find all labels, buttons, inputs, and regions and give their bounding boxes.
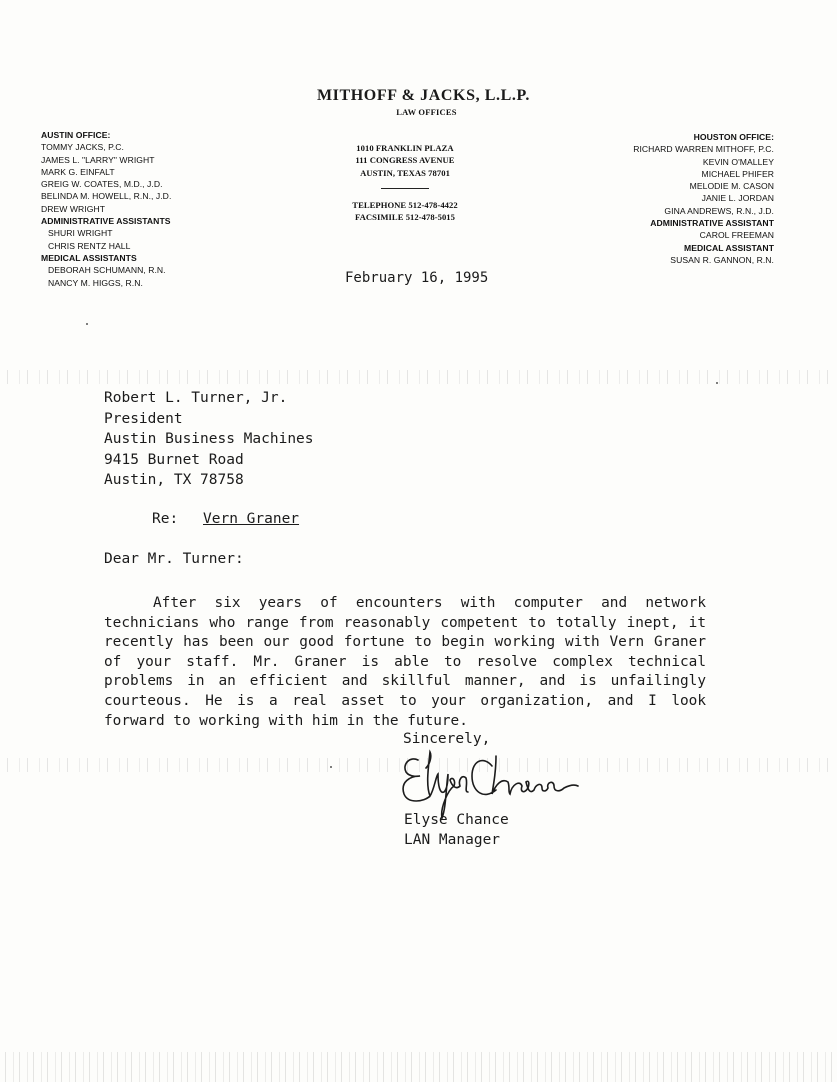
letter-body: After six years of encounters with computer and network technicians who range from reasonably competent to totally inept, it recently has been our good fortune to begin working with Vern Graner of your staff. Mr. Graner is able to resolve complex technical problems in an efficient and skillful manner, and is unfailingly courteous. He is a real asset to your organization, and I look forward to working with him in the future. xyxy=(104,595,706,729)
address-line: 111 CONGRESS AVENUE xyxy=(355,155,455,166)
firm-name: MITHOFF & JACKS, L.L.P. xyxy=(316,87,531,104)
recipient-line: President xyxy=(104,410,183,427)
austin-admin-staff: CHRIS RENTZ HALL xyxy=(48,240,131,251)
scan-speck xyxy=(716,382,718,384)
houston-attorney: GINA ANDREWS, R.N., J.D. xyxy=(664,205,774,216)
austin-attorney: TOMMY JACKS, P.C. xyxy=(41,142,124,153)
austin-office-heading: AUSTIN OFFICE: xyxy=(41,130,111,140)
recipient-line: Austin Business Machines xyxy=(104,431,314,448)
office-address-block xyxy=(330,142,480,223)
houston-medical-heading: MEDICAL ASSISTANT xyxy=(684,242,774,253)
signer-title: LAN Manager xyxy=(404,832,501,848)
houston-office-heading: HOUSTON OFFICE: xyxy=(693,132,774,142)
austin-attorney: DREW WRIGHT xyxy=(41,203,106,214)
houston-attorney: KEVIN O'MALLEY xyxy=(702,156,774,167)
austin-attorney: GREIG W. COATES, M.D., J.D. xyxy=(41,179,163,190)
telephone-number: TELEPHONE 512-478-4422 xyxy=(352,199,458,210)
recipient-line: Austin, TX 78758 xyxy=(104,472,244,489)
recipient-line: 9415 Burnet Road xyxy=(104,451,244,468)
recipient-address xyxy=(104,388,314,491)
divider-rule xyxy=(381,188,429,189)
houston-medical-staff: SUSAN R. GANNON, R.N. xyxy=(670,254,774,265)
austin-attorney: JAMES L. "LARRY" WRIGHT xyxy=(41,154,155,165)
austin-medical-staff: DEBORAH SCHUMANN, R.N. xyxy=(48,265,166,276)
re-subject: Vern Graner xyxy=(203,511,300,527)
houston-attorney: MICHAEL PHIFER xyxy=(701,168,774,179)
scan-noise-bottom xyxy=(0,1052,837,1082)
austin-medical-heading: MEDICAL ASSISTANTS xyxy=(41,252,137,263)
houston-office-column xyxy=(560,131,774,266)
address-line: 1010 FRANKLIN PLAZA xyxy=(356,143,454,153)
austin-medical-staff: NANCY M. HIGGS, R.N. xyxy=(48,277,143,288)
recipient-line: Robert L. Turner, Jr. xyxy=(104,390,288,406)
letter-date: February 16, 1995 xyxy=(345,270,489,286)
austin-admin-heading: ADMINISTRATIVE ASSISTANTS xyxy=(41,216,171,227)
firm-subtitle: LAW OFFICES xyxy=(396,107,457,117)
signer-name: Elyse Chance xyxy=(404,812,509,828)
houston-attorney: RICHARD WARREN MITHOFF, P.C. xyxy=(633,144,774,155)
austin-office-column xyxy=(41,129,171,289)
austin-admin-staff: SHURI WRIGHT xyxy=(48,228,113,239)
scan-speck xyxy=(330,766,332,768)
re-label: Re: xyxy=(152,511,179,527)
austin-attorney: MARK G. EINFALT xyxy=(41,166,115,177)
scan-speck xyxy=(86,323,88,325)
address-line: AUSTIN, TEXAS 78701 xyxy=(360,167,450,178)
austin-attorney: BELINDA M. HOWELL, R.N., J.D. xyxy=(41,191,172,202)
houston-admin-staff: CAROL FREEMAN xyxy=(699,230,774,241)
closing: Sincerely, xyxy=(403,731,491,747)
salutation: Dear Mr. Turner: xyxy=(104,551,244,567)
scan-noise-band xyxy=(0,370,837,384)
houston-attorney: MELODIE M. CASON xyxy=(689,181,774,192)
houston-attorney: JANIE L. JORDAN xyxy=(701,193,774,204)
houston-admin-heading: ADMINISTRATIVE ASSISTANT xyxy=(650,218,774,229)
facsimile-number: FACSIMILE 512-478-5015 xyxy=(354,212,455,223)
